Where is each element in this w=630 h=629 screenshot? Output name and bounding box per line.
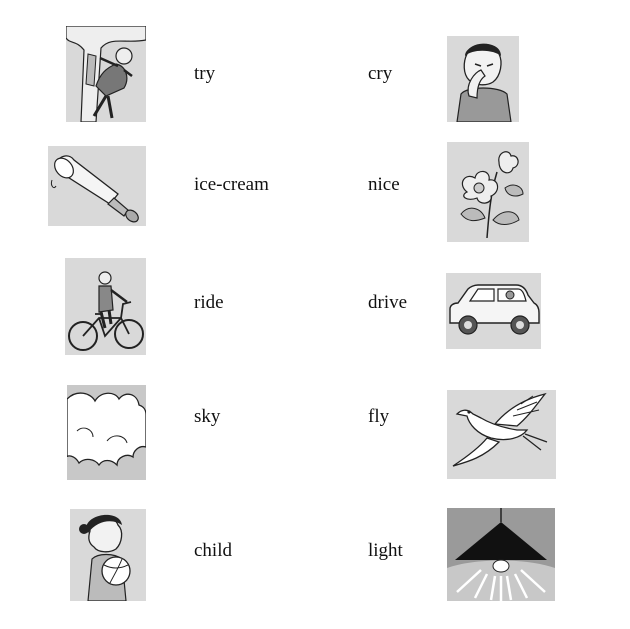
car-icon: [446, 273, 541, 349]
clouds-sky-icon: [67, 385, 146, 480]
child-with-ball-icon: [70, 509, 146, 601]
right-word-2: nice: [368, 174, 400, 195]
left-word-2: ice-cream: [194, 174, 269, 195]
left-word-5: child: [194, 540, 232, 561]
right-word-3: drive: [368, 292, 408, 313]
hanging-lamp-icon: [447, 508, 555, 601]
flowers-icon: [447, 142, 529, 242]
right-word-5: light: [368, 540, 403, 561]
left-word-3: ride: [194, 292, 224, 313]
crying-boy-icon: [447, 36, 519, 122]
cyclist-icon: [65, 258, 146, 355]
right-word-4: fly: [368, 406, 390, 427]
flying-bird-icon: [447, 390, 556, 479]
left-word-4: sky: [194, 406, 221, 427]
boy-climbing-tree-icon: [66, 26, 146, 122]
rolling-pin-icon: [48, 146, 146, 226]
left-word-1: try: [194, 63, 216, 84]
right-word-1: cry: [368, 63, 393, 84]
